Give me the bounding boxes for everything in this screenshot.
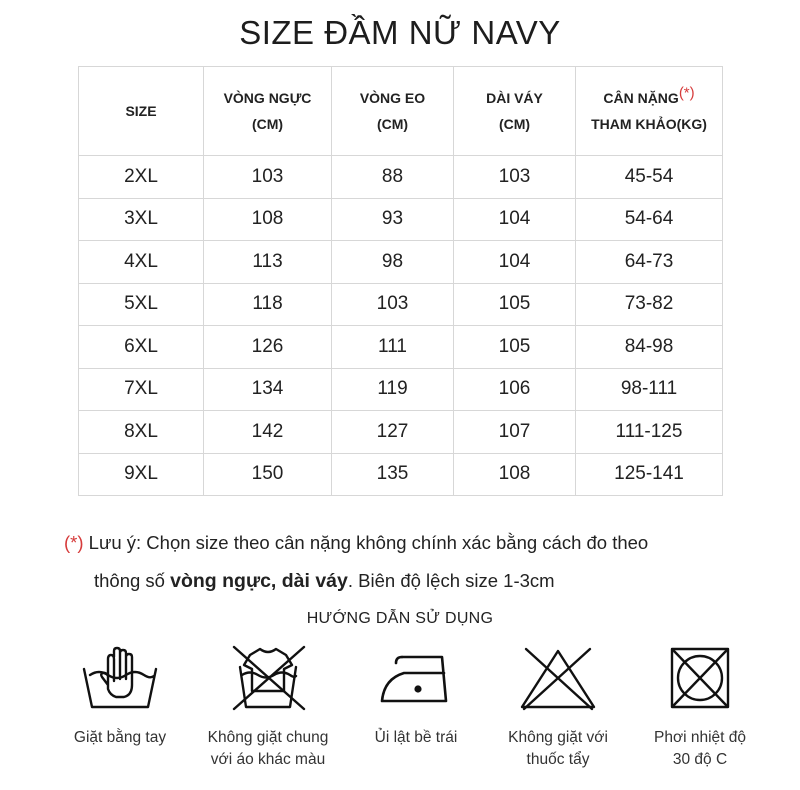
table-cell: 108 [204, 198, 332, 241]
asterisk-marker: (*) [678, 84, 695, 102]
table-cell: 98-111 [576, 368, 723, 411]
table-cell: 98 [332, 241, 454, 284]
care-label: Ủi lật bề trái [374, 729, 458, 746]
table-cell: 134 [204, 368, 332, 411]
table-cell: 64-73 [576, 241, 723, 284]
table-cell: 142 [204, 411, 332, 454]
table-cell: 125-141 [576, 453, 723, 496]
table-row [79, 156, 723, 199]
no-bleach-icon [516, 645, 600, 711]
table-cell: 105 [454, 326, 576, 369]
table-cell: 45-54 [576, 156, 723, 199]
care-item-dry-30 [625, 645, 775, 771]
table-cell: 150 [204, 453, 332, 496]
page-title: SIZE ĐẦM NỮ NAVY [239, 14, 561, 51]
table-cell: 105 [454, 283, 576, 326]
table-cell: 88 [332, 156, 454, 199]
table-cell: 111 [332, 326, 454, 369]
care-label: Không giặt chung với áo khác màu [207, 729, 329, 768]
table-cell: 126 [204, 326, 332, 369]
table-cell: 54-64 [576, 198, 723, 241]
no-wash-together-icon [226, 645, 310, 711]
table-cell: 108 [454, 453, 576, 496]
iron-inside-out-icon [374, 645, 458, 711]
table-cell: 7XL [79, 368, 204, 411]
header-waist: VÒNG EO (CM) [332, 67, 454, 156]
table-row [79, 411, 723, 454]
table-cell: 127 [332, 411, 454, 454]
table-cell: 111-125 [576, 411, 723, 454]
size-note: (*) Lưu ý: Chọn size theo cân nặng không chính xác bằng cách đo theo thông số vòng ngực, dài váy. Biên độ lệch size 1-3cm [64, 532, 649, 592]
hand-wash-icon [80, 645, 160, 711]
table-cell: 104 [454, 198, 576, 241]
care-item-no-wash-together [193, 645, 343, 771]
table-cell: 107 [454, 411, 576, 454]
table-cell: 8XL [79, 411, 204, 454]
table-cell: 3XL [79, 198, 204, 241]
table-cell: 103 [204, 156, 332, 199]
table-cell: 93 [332, 198, 454, 241]
care-item-no-bleach [483, 645, 633, 771]
table-cell: 2XL [79, 156, 204, 199]
table-cell: 84-98 [576, 326, 723, 369]
table-cell: 106 [454, 368, 576, 411]
care-label: Không giặt với thuốc tẩy [508, 729, 608, 768]
table-header-row [79, 67, 723, 156]
care-label: Giặt bằng tay [73, 729, 167, 746]
care-item-iron-inside-out [341, 645, 491, 749]
table-cell: 5XL [79, 283, 204, 326]
table-row [79, 326, 723, 369]
table-row [79, 283, 723, 326]
table-cell: 103 [332, 283, 454, 326]
table-row [79, 241, 723, 284]
table-row [79, 453, 723, 496]
care-item-hand-wash [45, 645, 195, 749]
dry-30-icon [658, 645, 742, 711]
table-cell: 104 [454, 241, 576, 284]
care-label: Phơi nhiệt độ 30 độ C [653, 729, 747, 768]
note-marker: (*) [64, 532, 84, 553]
table-cell: 103 [454, 156, 576, 199]
care-guide-title: HƯỚNG DẪN SỬ DỤNG [306, 610, 494, 627]
table-cell: 118 [204, 283, 332, 326]
header-length: DÀI VÁY (CM) [454, 67, 576, 156]
table-cell: 135 [332, 453, 454, 496]
table-cell: 113 [204, 241, 332, 284]
table-cell: 73-82 [576, 283, 723, 326]
table-row [79, 368, 723, 411]
header-size: SIZE [79, 67, 204, 156]
table-cell: 6XL [79, 326, 204, 369]
table-cell: 119 [332, 368, 454, 411]
size-table [78, 66, 723, 496]
header-weight: CÂN NẶNG(*) THAM KHẢO(KG) [576, 67, 723, 156]
header-chest: VÒNG NGỰC (CM) [204, 67, 332, 156]
table-cell: 4XL [79, 241, 204, 284]
table-row [79, 198, 723, 241]
table-cell: 9XL [79, 453, 204, 496]
